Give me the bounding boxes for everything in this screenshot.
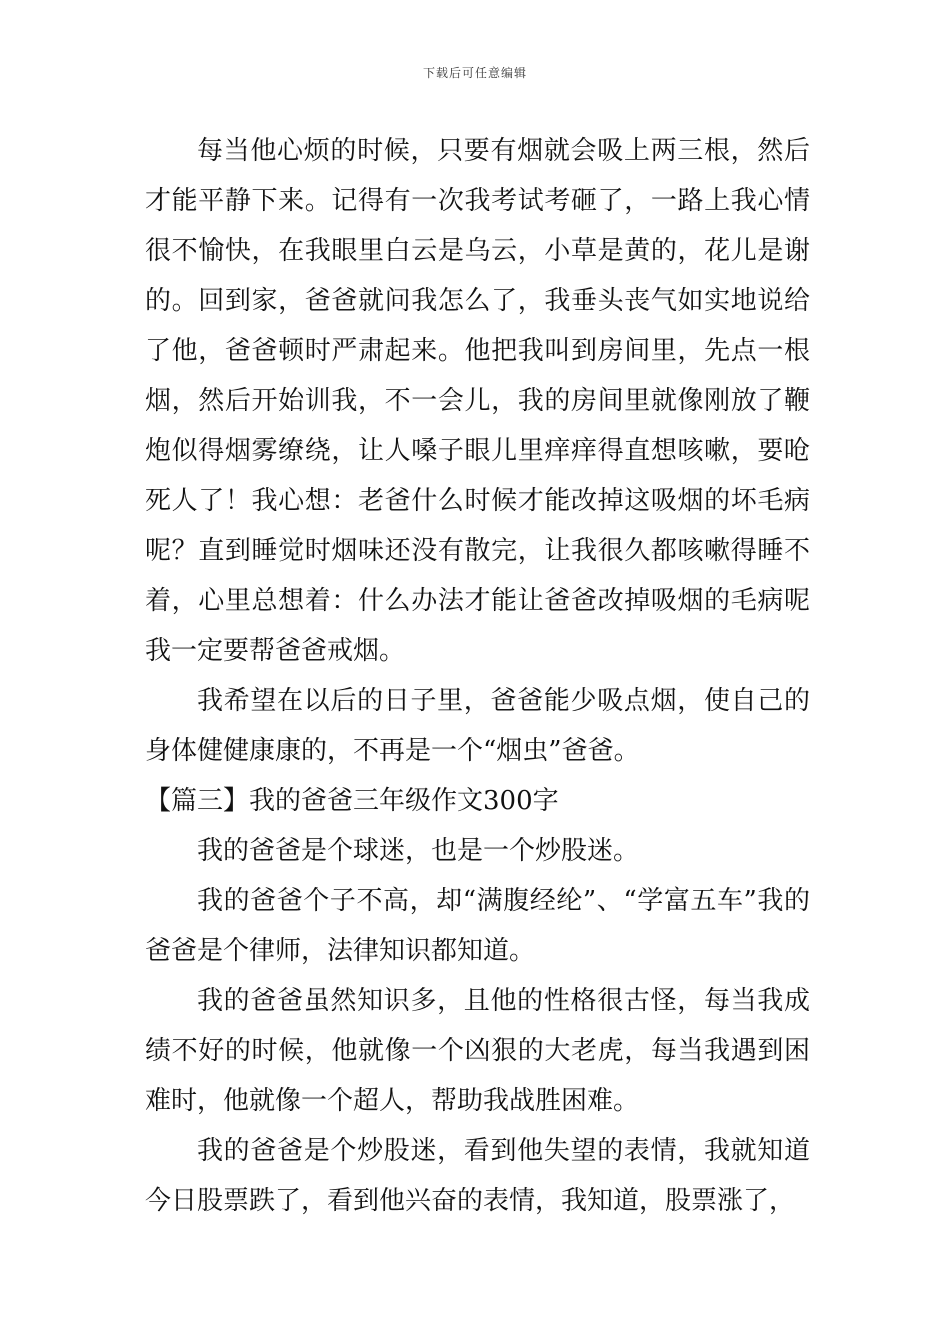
document-body	[145, 126, 810, 1226]
paragraph-fan: 我的爸爸是个球迷，也是一个炒股迷。	[197, 836, 640, 866]
paragraph-stocks: 我的爸爸是个炒股迷，看到他失望的表情，我就知道今日股票跌了，看到他兴奋的表情，我知道，股票涨了，	[145, 1136, 810, 1216]
paragraph-personality: 我的爸爸虽然知识多，且他的性格很古怪，每当我成绩不好的时候，他就像一个凶狠的大老虎，每当我遇到困难时，他就像一个超人，帮助我战胜困难。	[145, 986, 810, 1116]
paragraph-hope: 我希望在以后的日子里，爸爸能少吸点烟，使自己的身体健健康康的，不再是一个“烟虫”爸爸。	[145, 686, 810, 766]
paragraph-smoking-story: 每当他心烦的时候，只要有烟就会吸上两三根，然后才能平静下来。记得有一次我考试考砸了，一路上我心情很不愉快，在我眼里白云是乌云，小草是黄的，花儿是谢的。回到家，爸爸就问我怎么了，我垂头丧气如实地说给了他，爸爸顿时严肃起来。他把我叫到房间里，先点一根烟，然后开始训我，不一会儿，我的房间里就像刚放了鞭炮似得烟雾缭绕，让人嗓子眼儿里痒痒得直想咳嗽，要呛死人了！我心想：老爸什么时候才能改掉这吸烟的坏毛病呢？直到睡觉时烟味还没有散完，让我很久都咳嗽得睡不着，心里总想着：什么办法才能让爸爸改掉吸烟的毛病呢我一定要帮爸爸戒烟。	[145, 136, 810, 666]
page-header-note: 下载后可任意编辑	[422, 66, 527, 80]
section-heading: 【篇三】我的爸爸三年级作文300字	[145, 786, 559, 816]
paragraph-knowledge: 我的爸爸个子不高，却“满腹经纶”、“学富五车”我的爸爸是个律师，法律知识都知道。	[145, 886, 810, 966]
